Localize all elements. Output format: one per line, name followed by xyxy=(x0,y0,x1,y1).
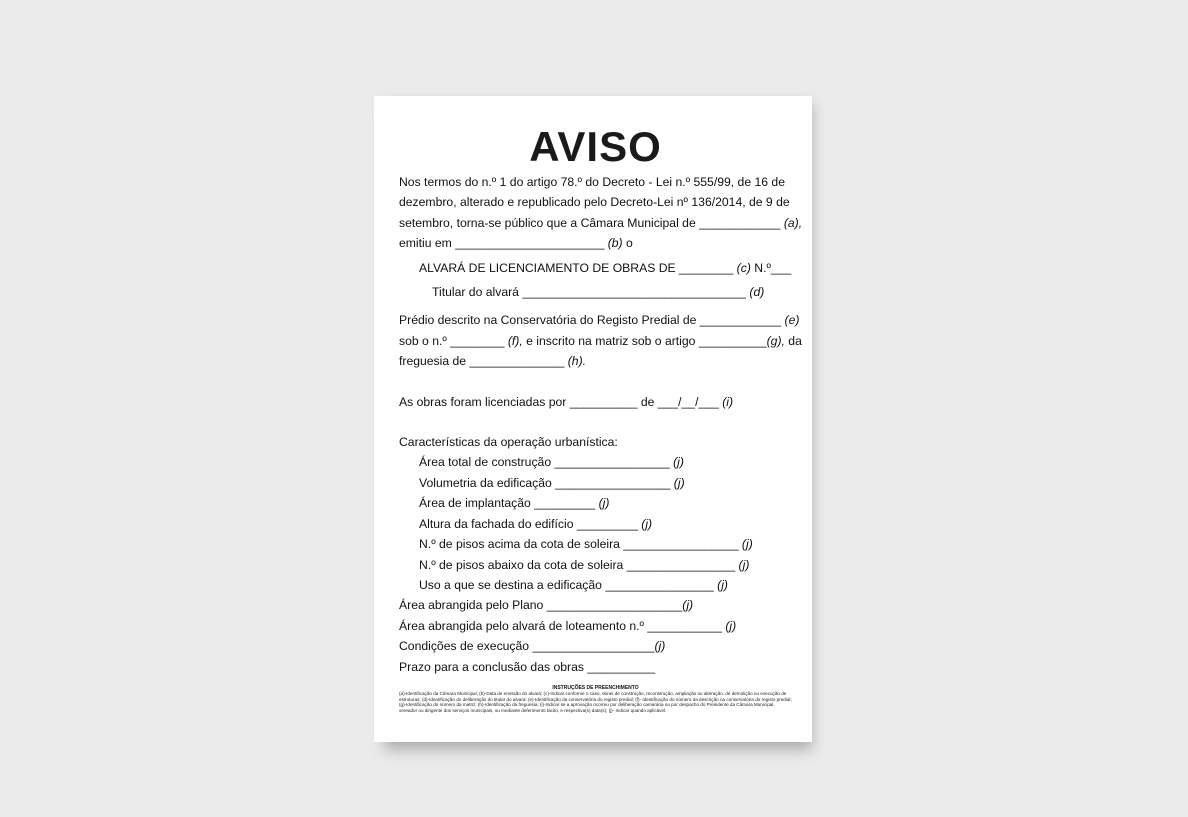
licensed-line: As obras foram licenciadas por __________ de ___/__/___ (i) xyxy=(399,394,734,409)
intro-line: setembro, torna-se público que a Câmara Municipal de ____________ (a), xyxy=(399,215,803,230)
characteristic-item: Uso a que se destina a edificação ________________ (j) xyxy=(419,577,728,592)
characteristic-item: Altura da fachada do edifício _________ (j) xyxy=(419,516,653,531)
other-line: Área abrangida pelo Plano ____________________(j) xyxy=(399,598,694,613)
instructions-title: INSTRUÇÕES DE PREENCHIMENTO xyxy=(552,684,639,691)
other-line: Condições de execução __________________(j) xyxy=(399,639,666,654)
intro-line: dezembro, alterado e republicado pelo Decreto-Lei nº 136/2014, de 9 de xyxy=(399,195,790,210)
instructions-text: (a)-Identificação da Câmara Municipal; (b)-Data de emissão do alvará; (c)-Indicar conforme o caso, obras de construção, reconstrução, ampliação ou alteração, de demolição ou execução de estruturas; (d)-Identificação do deliberação do titular do alvará; (e)-Identificação da conservatória do registo predial; (f)- Identificação do número da descrição na conservatória do registo predial; (g)-Identificação do número da matriz; (h)-Identificação da freguesia; (i)-Indicar se a aprovação ocorreu por deliberação camarária ou por despacho do Presidente da Câmara Municipal, vereador ou dirigente dos serviços municipais, ou mediante deferimento tácito, e respectiva(s) data(s); (j)- Indicar quando aplicável. xyxy=(399,690,792,713)
characteristics-heading: Características da operação urbanística: xyxy=(399,435,618,450)
other-line: Prazo para a conclusão das obras __________ xyxy=(399,659,656,674)
holder-line: Titular do alvará _________________________________ (d) xyxy=(432,285,765,300)
other-line: Área abrangida pelo alvará de loteamento n.º ___________ (j) xyxy=(399,618,737,633)
intro-line: Nos termos do n.º 1 do artigo 78.º do Decreto - Lei n.º 555/99, de 16 de xyxy=(399,175,785,189)
characteristic-item: N.º de pisos acima da cota de soleira _________________ (j) xyxy=(419,537,753,552)
characteristic-item: Área total de construção _________________ (j) xyxy=(419,455,684,470)
notice-title: AVISO xyxy=(529,123,662,170)
characteristic-item: N.º de pisos abaixo da cota de soleira ________________ (j) xyxy=(419,557,750,572)
notice-sheet xyxy=(374,96,812,742)
characteristic-item: Área de implantação _________ (j) xyxy=(419,496,610,511)
property-line: Prédio descrito na Conservatória do Registo Predial de ____________ (e) xyxy=(399,313,800,328)
characteristic-item: Volumetria da edificação _________________ (j) xyxy=(419,475,685,490)
property-line: sob o n.º ________ (f), e inscrito na matriz sob o artigo __________(g), da xyxy=(399,333,802,348)
license-line: ALVARÁ DE LICENCIAMENTO DE OBRAS DE ________ (c) N.º___ xyxy=(419,260,792,275)
property-line: freguesia de ______________ (h). xyxy=(399,354,587,369)
intro-line: emitiu em ______________________ (b) o xyxy=(399,236,633,251)
